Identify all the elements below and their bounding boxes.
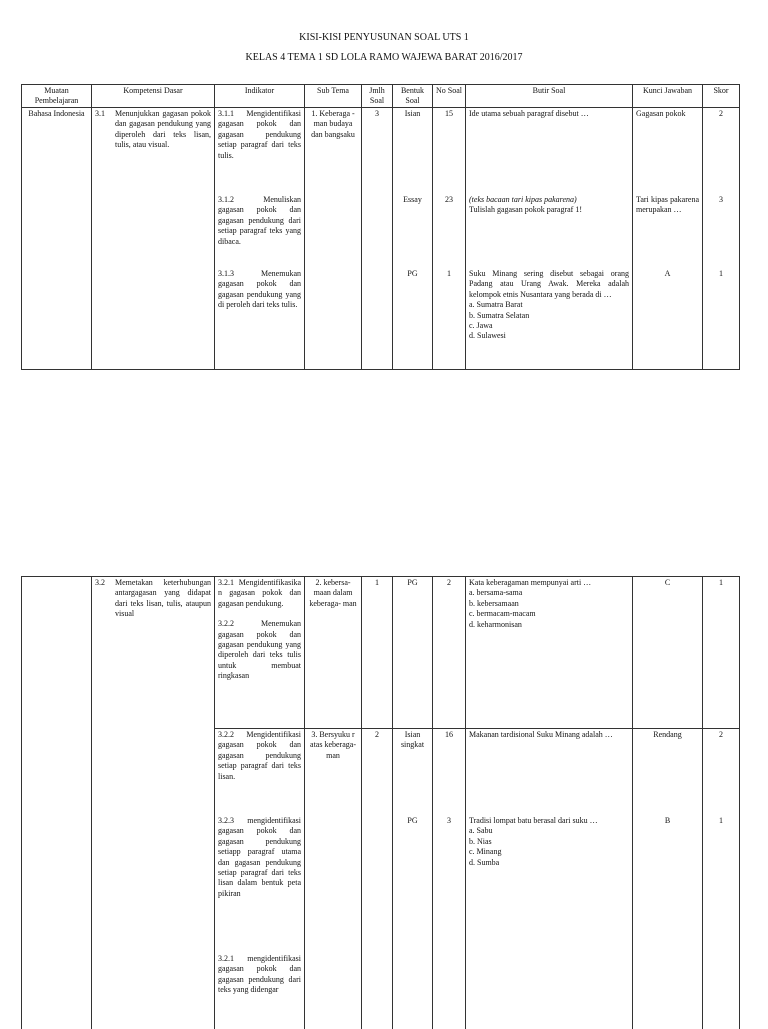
kunci-2: Tari kipas pakarena merupakan … [636,195,699,215]
subtema-cell: 3. Bersyuku r atas keberaga- man [305,729,362,1029]
butir-3: Suku Minang sering disebut sebagai orang Padang atau Urang Awak. Mereka adalah kelompok etnis Nusantara yang berada di … [469,269,629,299]
indikator-cell [215,108,305,370]
option-a: a. Sabu [469,826,493,836]
option-d: d. keharmonisan [469,619,522,629]
option-c: c. Minang [469,847,502,857]
indikator-3-1-1: 3.1.1 Mengidentifikasi gagasan pokok dan gagasan pendukung setiap paragraf dari teks tulis. [218,109,301,160]
option-c: c. bermacam-macam [469,609,536,619]
indikator-3-2-2: 3.2.2 Menemukan gagasan pokok dan gagasan pendukung yang diperoleh dari teks tulis untuk membuat ringkasan [218,619,301,681]
kunci-cell [633,729,703,1029]
header-bentuk: Bentuk Soal [393,85,433,108]
header-muatan: Muatan Pembelajaran [22,85,92,108]
bentuk-a: Isian singkat [400,730,425,750]
no-cell [433,108,466,370]
table-header-row [22,85,740,108]
bentuk-cell: PG [393,577,433,729]
kunci-1: Gagasan pokok [636,109,686,118]
header-jmlh: Jmlh Soal [362,85,393,108]
kisi-kisi-table-bottom [21,576,740,1029]
header-no: No Soal [433,85,466,108]
header-subtema: Sub Tema [305,85,362,108]
skor-3: 1 [719,269,723,278]
no-cell: 2 [433,577,466,729]
skor-b: 1 [719,816,723,825]
kd-text: Memetakan keterhubungan antargagasan yang didapat dari teks lisan, tulis, ataupun visual [115,578,211,619]
indikator-cell [215,577,305,729]
jmlh-cell: 1 [362,577,393,729]
butir-b: Tradisi lompat batu berasal dari suku … [469,816,598,825]
butir-2: Tulislah gagasan pokok paragraf 1! [469,205,583,215]
subtema-cell: 1. Keberaga -man budaya dan bangsaku [305,108,362,370]
option-b: b. kebersamaan [469,598,519,608]
skor-cell [703,108,740,370]
option-a: a. bersama-sama [469,588,523,598]
skor-1: 2 [719,109,723,118]
indikator-3-2-3: 3.2.3 mengidentifikasi gagasan pokok dan gagasan pendukung setiapp paragraf utama dan gagasan pendukung setiap paragraf dari teks lisan dalam bentuk peta pikiran [218,816,301,898]
indikator-3-1-3: 3.1.3 Menemukan gagasan pokok dan gagasan pendukung yang di peroleh dari teks tulis. [218,269,301,310]
indikator-3-2-1: 3.2.1 Mengidentifikasika n gagasan pokok dan gagasan pendukung. [218,578,301,608]
skor-cell: 1 [703,577,740,729]
option-c: c. Jawa [469,321,493,331]
butir-cell [466,108,633,370]
document-title: KISI-KISI PENYUSUNAN SOAL UTS 1 [299,32,469,43]
skor-2: 3 [719,195,723,204]
jmlh-cell: 3 [362,108,393,370]
table-row [22,108,740,370]
butir-cell [466,729,633,1029]
table-row [22,577,740,729]
indikator-3-2-2b: 3.2.2 Mengidentifikasi gagasan pokok dan gagasan pendukung setiap paragraf dari teks lisan. [218,730,301,781]
kisi-kisi-table-top [21,84,740,370]
header-kd: Kompetensi Dasar [92,85,215,108]
jmlh-cell: 2 [362,729,393,1029]
no-2: 23 [445,195,453,204]
kd-number: 3.2 [95,578,105,587]
header-skor: Skor [703,85,740,108]
kunci-cell: C [633,577,703,729]
skor-cell [703,729,740,1029]
no-3: 1 [447,269,451,278]
skor-a: 2 [719,730,723,739]
butir-question: Kata keberagaman mempunyai arti … [469,578,592,587]
bentuk-cell [393,108,433,370]
bentuk-b: PG [407,816,418,825]
kunci-cell [633,108,703,370]
kunci-b: B [664,816,671,825]
option-b: b. Sumatra Selatan [469,310,530,320]
subtema-cell: 2. kebersa- maan dalam keberaga- man [305,577,362,729]
kunci-3: A [664,269,671,278]
kd-number: 3.1 [95,109,105,118]
no-cell [433,729,466,1029]
option-a: a. Sumatra Barat [469,300,523,310]
butir-cell [466,577,633,729]
kunci-a: Rendang [653,730,682,739]
document-subtitle: KELAS 4 TEMA 1 SD LOLA RAMO WAJEWA BARAT 2016/2017 [245,52,523,63]
no-a: 16 [445,730,453,739]
butir-a: Makanan tardisional Suku Minang adalah … [469,730,613,739]
butir-2-reading: (teks bacaan tari kipas pakarena) [469,195,577,204]
bentuk-2: Essay [403,195,422,204]
option-b: b. Nias [469,836,492,846]
bentuk-1: Isian [404,109,421,118]
muatan-cell: Bahasa Indonesia [22,108,92,370]
indikator-3-2-1b: 3.2.1 mengidentifikasi gagasan pokok dan gagasan pendukung dari teks yang didengar [218,954,301,995]
header-butir: Butir Soal [466,85,633,108]
muatan-cell-empty [22,577,92,1029]
butir-1: Ide utama sebuah paragraf disebut … [469,109,589,118]
kd-cell [92,577,215,1029]
header-kunci: Kunci Jawaban [633,85,703,108]
indikator-cell [215,729,305,1029]
bentuk-cell [393,729,433,1029]
kd-cell [92,108,215,370]
header-indikator: Indikator [215,85,305,108]
option-d: d. Sulawesi [469,331,506,341]
no-b: 3 [447,816,451,825]
kd-text: Menunjukkan gagasan pokok dan gagasan pendukung yang diperoleh dari teks lisan, tulis, atau visual. [115,109,211,150]
bentuk-3: PG [407,269,418,278]
no-1: 15 [445,109,453,118]
indikator-3-1-2: 3.1.2 Menuliskan gagasan pokok dan gagasan pendukung dari setiap paragraf teks yang dibaca. [218,195,301,246]
option-d: d. Sumba [469,857,500,867]
